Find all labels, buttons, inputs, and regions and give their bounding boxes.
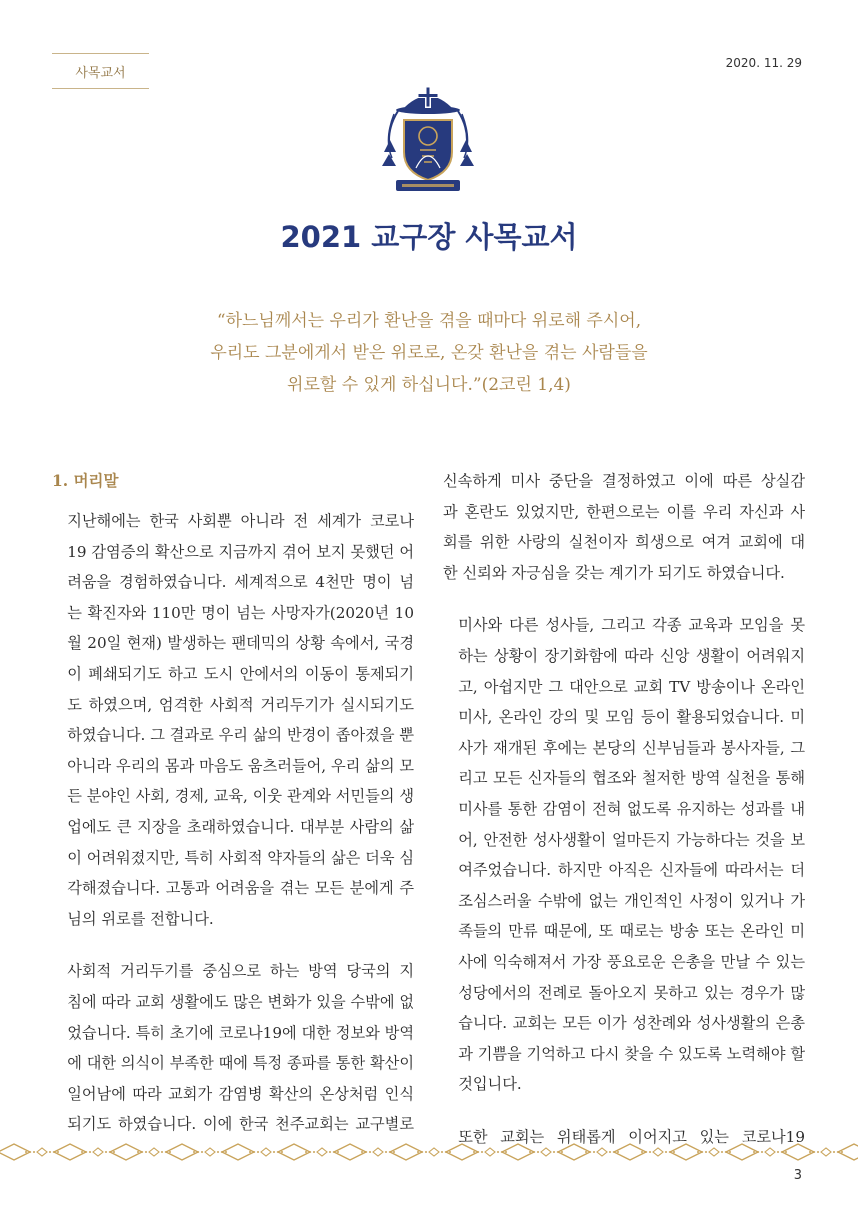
ornament-dot (337, 1151, 339, 1153)
text-line: 사가 재개된 후에는 본당의 신부님들과 봉사자들, 그 (458, 738, 805, 757)
ornament-small-diamond (149, 1148, 159, 1156)
text-line: 도 하였으며, 엄격한 사회적 거리두기가 실시되기도 (67, 695, 414, 714)
text-line: 려움을 경험하였습니다. 세계적으로 4천만 명이 넘 (67, 573, 414, 592)
text-line: 과 기쁨을 기억하고 다시 찾을 수 있도록 노력해야 할 (458, 1044, 805, 1063)
ornament-dot (273, 1151, 275, 1153)
paragraph-3 (443, 466, 805, 588)
ornament-small-diamond (541, 1148, 551, 1156)
ornament-dot (253, 1151, 255, 1153)
text-line: 회를 위한 사랑의 실천이자 희생으로 여겨 교회에 대 (443, 533, 805, 552)
ornament-dot (113, 1151, 115, 1153)
ornament-dot (29, 1151, 31, 1153)
ornament-dot (645, 1151, 647, 1153)
ornament-dot (473, 1151, 475, 1153)
text-line: 어, 안전한 성사생활이 얼마든지 가능하다는 것을 보 (458, 830, 805, 849)
ornament-dot (589, 1151, 591, 1153)
section-heading: 1. 머리말 (52, 471, 119, 490)
page-number: 3 (793, 1168, 802, 1183)
ornament-dot (57, 1151, 59, 1153)
ornament-dot (477, 1151, 479, 1153)
text-line: 이 어려워졌지만, 특히 사회적 약자들의 삶은 더욱 심 (67, 848, 414, 867)
ornament-dot (533, 1151, 535, 1153)
ornament-dot (89, 1151, 91, 1153)
ornament-dot (561, 1151, 563, 1153)
ornament-dot (305, 1151, 307, 1153)
ornament-dot (137, 1151, 139, 1153)
ornament-small-diamond (93, 1148, 103, 1156)
ornament-dot (761, 1151, 763, 1153)
text-line: 었습니다. 특히 초기에 코로나19에 대한 정보와 방역 (67, 1023, 414, 1042)
ornament-small-diamond (485, 1148, 495, 1156)
ornament-small-diamond (429, 1148, 439, 1156)
ornament-dot (361, 1151, 363, 1153)
ornament-small-diamond (317, 1148, 327, 1156)
ornament-dot (609, 1151, 611, 1153)
ornament-dot (85, 1151, 87, 1153)
ornament-dot (809, 1151, 811, 1153)
text-line: 사회적 거리두기를 중심으로 하는 방역 당국의 지 (67, 962, 414, 981)
ornament-dot (665, 1151, 667, 1153)
right-column (443, 466, 805, 1152)
paragraph-4 (443, 610, 805, 1100)
paragraph-2 (52, 956, 414, 1140)
ornament-dot (81, 1151, 83, 1153)
ornament-dot (425, 1151, 427, 1153)
ornament-dot (585, 1151, 587, 1153)
ornament-dot (193, 1151, 195, 1153)
ornament-dot (197, 1151, 199, 1153)
ornament-small-diamond (653, 1148, 663, 1156)
ornament-small-diamond (37, 1148, 47, 1156)
ornament-dot (593, 1151, 595, 1153)
ornament-dot (649, 1151, 651, 1153)
ornament-dot (701, 1151, 703, 1153)
quote-line-3: 위로할 수 있게 하십니다.”(2코린 1,4) (287, 375, 571, 395)
ornament-dot (369, 1151, 371, 1153)
text-line: 사에 익숙해져서 가장 풍요로운 은총을 만날 수 있는 (458, 952, 805, 971)
ornament-dot (553, 1151, 555, 1153)
ornament-dot (33, 1151, 35, 1153)
ornament-dot (529, 1151, 531, 1153)
ornament-dot (225, 1151, 227, 1153)
text-line: 침에 따라 교회 생활에도 많은 변화가 있을 수밖에 없 (67, 992, 414, 1011)
text-line: 족들의 만류 때문에, 또 때로는 방송 또는 온라인 미 (458, 922, 805, 941)
ornament-dot (641, 1151, 643, 1153)
text-line: 되기도 하였습니다. 이에 한국 천주교회는 교구별로 (67, 1115, 414, 1134)
ornament-small-diamond (261, 1148, 271, 1156)
ornament-dot (449, 1151, 451, 1153)
ornament-dot (729, 1151, 731, 1153)
text-line: 아니라 우리의 몸과 마음도 움츠러들어, 우리 삶의 모 (67, 756, 414, 775)
ornament-dot (217, 1151, 219, 1153)
ornament-dot (817, 1151, 819, 1153)
ornament-dot (385, 1151, 387, 1153)
ornament-dot (249, 1151, 251, 1153)
ornament-dot (141, 1151, 143, 1153)
text-line: 미사를 통한 감염이 전혀 없도록 유지하는 성과를 내 (458, 799, 805, 818)
scripture-quote (0, 305, 858, 401)
ornament-dot (201, 1151, 203, 1153)
paragraph-1 (52, 506, 414, 934)
ornament-dot (49, 1151, 51, 1153)
ornament-dot (393, 1151, 395, 1153)
ornament-dot (505, 1151, 507, 1153)
text-line: 과 혼란도 있었지만, 한편으로는 이를 우리 자신과 사 (443, 502, 805, 521)
text-line: 신속하게 미사 중단을 결정하였고 이에 따른 상실감 (443, 472, 805, 490)
text-line: 일어남에 따라 교회가 감염병 확산의 온상처럼 인식 (67, 1084, 414, 1103)
diocese-crest-icon (380, 80, 476, 196)
publish-date: 2020. 11. 29 (725, 56, 802, 70)
ornament-dot (169, 1151, 171, 1153)
quote-line-1: “하느님께서는 우리가 환난을 겪을 때마다 위로해 주시어, (216, 311, 642, 331)
text-line: 미사와 다른 성사들, 그리고 각종 교육과 모임을 못 (458, 616, 805, 635)
text-line: 는 확진자와 110만 명이 넘는 사망자가(2020년 10 (67, 603, 414, 622)
text-line: 19 감염증의 확산으로 지금까지 겪어 보지 못했던 어 (67, 542, 414, 561)
ornament-dot (617, 1151, 619, 1153)
text-line: 또한 교회는 위태롭게 이어지고 있는 코로나19 (458, 1127, 805, 1146)
ornament-small-diamond (373, 1148, 383, 1156)
ornament-dot (705, 1151, 707, 1153)
text-line: 것입니다. (458, 1075, 522, 1094)
ornament-dot (313, 1151, 315, 1153)
ornament-dot (721, 1151, 723, 1153)
quote-line-2: 우리도 그분에게서 받은 위로로, 온갖 환난을 겪는 사람들을 (210, 343, 648, 363)
ornament-dot (257, 1151, 259, 1153)
text-line: 하였습니다. 그 결과로 우리 삶의 반경이 좁아졌을 뿐 (67, 726, 414, 745)
ornament-dot (105, 1151, 107, 1153)
ornament-dot (777, 1151, 779, 1153)
ornament-dot (441, 1151, 443, 1153)
section-tag: 사목교서 (52, 53, 149, 89)
text-line: 습니다. 교회는 모든 이가 성찬례와 성사생활의 은총 (458, 1014, 805, 1033)
page-title: 2021 교구장 사목교서 (280, 220, 578, 254)
ornament-dot (497, 1151, 499, 1153)
text-line: 미사, 온라인 강의 및 모임 등이 활용되었습니다. 미 (458, 708, 805, 727)
left-column (52, 466, 414, 1140)
ornament-small-diamond (597, 1148, 607, 1156)
ornament-dot (673, 1151, 675, 1153)
text-line: 조심스러울 수밖에 없는 개인적인 사정이 있거나 가 (458, 891, 805, 910)
text-line: 성당에서의 전례로 돌아오지 못하고 있는 경우가 많 (458, 983, 805, 1002)
ornament-dot (417, 1151, 419, 1153)
ornament-dot (329, 1151, 331, 1153)
ornament-dot (161, 1151, 163, 1153)
text-line: 지난해에는 한국 사회뿐 아니라 전 세계가 코로나 (67, 512, 414, 530)
text-line: 고, 아쉽지만 그 대안으로 교회 TV 방송이나 온라인 (458, 677, 805, 696)
ornament-dot (841, 1151, 843, 1153)
ornament-small-diamond (205, 1148, 215, 1156)
text-line: 님의 위로를 전합니다. (67, 909, 214, 928)
ornament-dot (833, 1151, 835, 1153)
ornament-dot (697, 1151, 699, 1153)
text-line: 업에도 큰 지장을 초래하였습니다. 대부분 사람의 삶 (67, 817, 414, 836)
ornament-dot (421, 1151, 423, 1153)
text-line: 이 폐쇄되기도 하고 도시 안에서의 이동이 통제되기 (67, 664, 414, 683)
ornament-small-diamond (765, 1148, 775, 1156)
text-line: 여주었습니다. 하지만 아직은 신자들에 따라서는 더 (458, 861, 805, 880)
ornament-dot (785, 1151, 787, 1153)
ornament-dot (753, 1151, 755, 1153)
ornament-dot (25, 1151, 27, 1153)
ornament-dot (757, 1151, 759, 1153)
ornament-dot (365, 1151, 367, 1153)
ornament-dot (145, 1151, 147, 1153)
text-line: 하는 상황이 장기화함에 따라 신앙 생활이 어려워지 (458, 646, 805, 665)
ornament-small-diamond (821, 1148, 831, 1156)
ornament-dot (309, 1151, 311, 1153)
text-line: 든 분야인 사회, 경제, 교육, 이웃 관계와 서민들의 생 (67, 787, 414, 806)
ornament-dot (537, 1151, 539, 1153)
text-line: 에 대한 의식이 부족한 때에 특정 종파를 통한 확산이 (67, 1054, 414, 1073)
diamond-border-ornament (0, 1136, 858, 1168)
ornament-dot (813, 1151, 815, 1153)
text-line: 리고 모든 신자들의 협조와 철저한 방역 실천을 통해 (458, 769, 805, 788)
ornament-dot (281, 1151, 283, 1153)
text-line: 한 신뢰와 자긍심을 갖는 계기가 되기도 하였습니다. (443, 563, 785, 582)
ornament-dot (481, 1151, 483, 1153)
text-line: 각해졌습니다. 고통과 어려움을 겪는 모든 분에게 주 (67, 879, 414, 898)
ornament-small-diamond (709, 1148, 719, 1156)
text-line: 월 20일 현재) 발생하는 팬데믹의 상황 속에서, 국경 (67, 634, 414, 653)
